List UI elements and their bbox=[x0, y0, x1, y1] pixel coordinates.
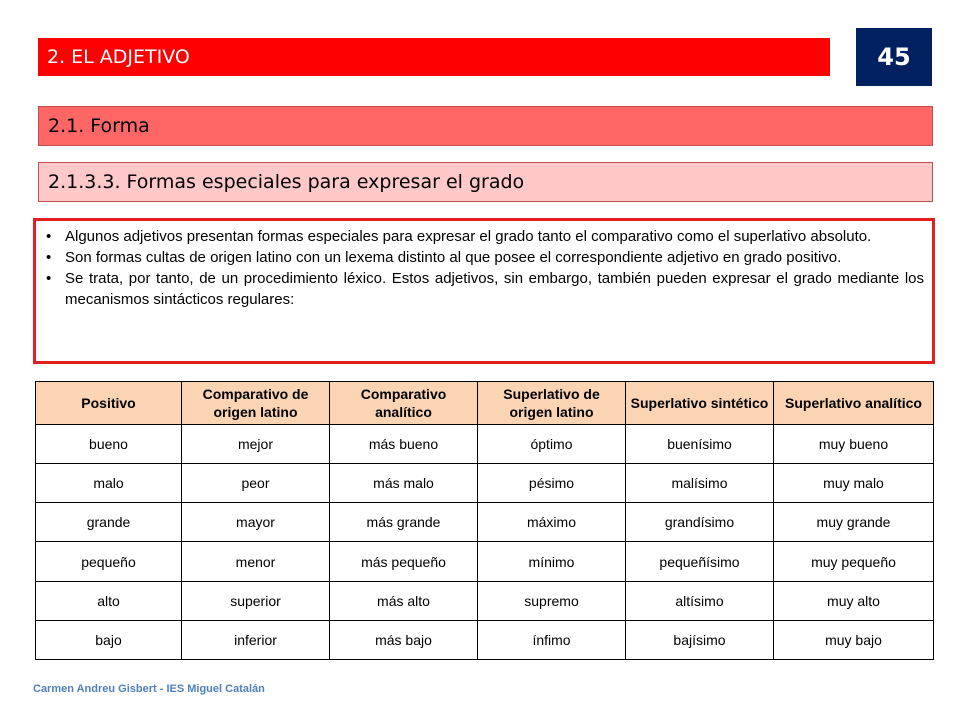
table-cell: máximo bbox=[478, 503, 626, 542]
info-box bbox=[33, 218, 935, 364]
table-cell: muy grande bbox=[774, 503, 934, 542]
table-header-row bbox=[36, 382, 934, 425]
table-cell: muy bueno bbox=[774, 425, 934, 464]
table-cell: mejor bbox=[182, 425, 330, 464]
table-cell: más grande bbox=[330, 503, 478, 542]
table-cell: buenísimo bbox=[626, 425, 774, 464]
table-cell: menor bbox=[182, 542, 330, 581]
table-cell: malísimo bbox=[626, 464, 774, 503]
table-cell: muy bajo bbox=[774, 620, 934, 659]
table-cell: superior bbox=[182, 581, 330, 620]
table-cell: más bajo bbox=[330, 620, 478, 659]
table-cell: óptimo bbox=[478, 425, 626, 464]
bullet-item: • Se trata, por tanto, de un procedimiento léxico. Estos adjetivos, sin embargo, también pueden expresar el grado mediante los mecanismos sintácticos regulares: bbox=[44, 268, 924, 310]
column-header-comparativo-analitico: Comparativo analítico bbox=[330, 382, 478, 425]
table-cell: bueno bbox=[36, 425, 182, 464]
table-cell: alto bbox=[36, 581, 182, 620]
table-cell: muy alto bbox=[774, 581, 934, 620]
table-cell: pésimo bbox=[478, 464, 626, 503]
table-cell: ínfimo bbox=[478, 620, 626, 659]
table-cell: bajísimo bbox=[626, 620, 774, 659]
column-header-superlativo-sintetico: Superlativo sintético bbox=[626, 382, 774, 425]
page-number: 45 bbox=[856, 28, 932, 86]
bullet-list bbox=[44, 226, 924, 310]
column-header-superlativo-analitico: Superlativo analítico bbox=[774, 382, 934, 425]
table-cell: más bueno bbox=[330, 425, 478, 464]
table-cell: mínimo bbox=[478, 542, 626, 581]
subsection-heading-bar bbox=[38, 162, 933, 202]
table-cell: más alto bbox=[330, 581, 478, 620]
table-cell: malo bbox=[36, 464, 182, 503]
table-cell: mayor bbox=[182, 503, 330, 542]
table-cell: bajo bbox=[36, 620, 182, 659]
column-header-positivo: Positivo bbox=[36, 382, 182, 425]
table-cell: peor bbox=[182, 464, 330, 503]
footer-credit: Carmen Andreu Gisbert - IES Miguel Catalán bbox=[33, 683, 265, 695]
table-cell: pequeño bbox=[36, 542, 182, 581]
bullet-item: • Algunos adjetivos presentan formas especiales para expresar el grado tanto el comparativo como el superlativo absoluto. bbox=[44, 226, 924, 247]
table-cell: grande bbox=[36, 503, 182, 542]
table-cell: más pequeño bbox=[330, 542, 478, 581]
table-row bbox=[36, 425, 934, 464]
table-cell: inferior bbox=[182, 620, 330, 659]
column-header-superlativo-latino: Superlativo de origen latino bbox=[478, 382, 626, 425]
table-cell: grandísimo bbox=[626, 503, 774, 542]
table-cell: más malo bbox=[330, 464, 478, 503]
slide-title: 2. EL ADJETIVO bbox=[47, 46, 190, 68]
section-heading: 2.1. Forma bbox=[48, 115, 150, 137]
table-cell: muy pequeño bbox=[774, 542, 934, 581]
table-cell: altísimo bbox=[626, 581, 774, 620]
section-heading-bar bbox=[38, 106, 933, 146]
slide-title-bar bbox=[38, 38, 830, 76]
table-cell: pequeñísimo bbox=[626, 542, 774, 581]
bullet-item: • Son formas cultas de origen latino con un lexema distinto al que posee el correspondiente adjetivo en grado positivo. bbox=[44, 247, 924, 268]
subsection-heading: 2.1.3.3. Formas especiales para expresar el grado bbox=[48, 171, 525, 193]
table-row bbox=[36, 542, 934, 581]
table-row bbox=[36, 581, 934, 620]
table-row bbox=[36, 620, 934, 659]
table-cell: muy malo bbox=[774, 464, 934, 503]
table-cell: supremo bbox=[478, 581, 626, 620]
table-row bbox=[36, 503, 934, 542]
column-header-comparativo-latino: Comparativo de origen latino bbox=[182, 382, 330, 425]
grade-forms-table bbox=[35, 381, 934, 660]
table-row bbox=[36, 464, 934, 503]
